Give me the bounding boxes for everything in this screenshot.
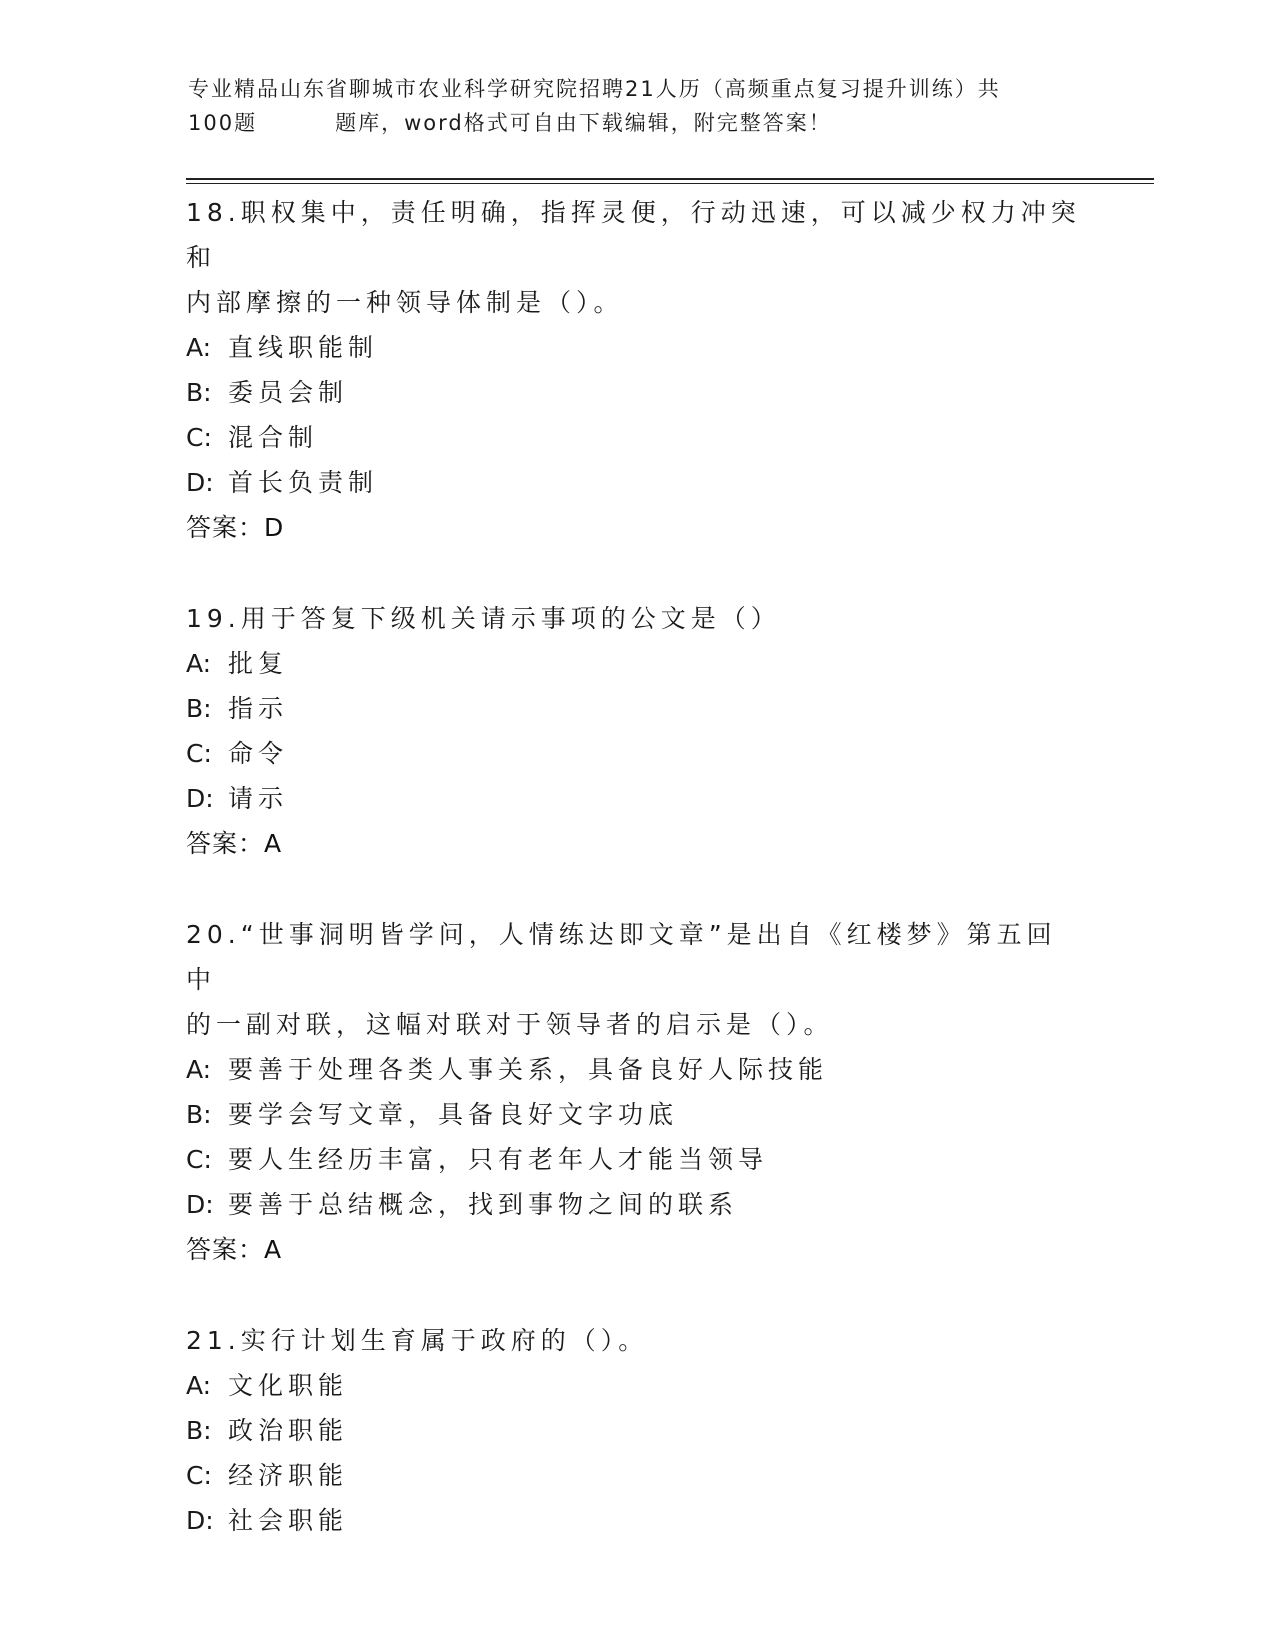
option-a	[186, 641, 1086, 686]
option-d	[186, 1498, 1086, 1543]
option-letter: C:	[186, 1461, 212, 1490]
header-line-2	[188, 106, 1088, 140]
answer-label: 答案：D	[186, 513, 285, 542]
option-text: 直线职能制	[228, 333, 379, 362]
option-text: 要人生经历丰富，只有老年人才能当领导	[228, 1145, 769, 1174]
question-20	[186, 912, 1086, 1272]
option-letter: C:	[186, 739, 212, 768]
option-d	[186, 460, 1086, 505]
question-list	[186, 190, 1086, 1543]
option-letter: A:	[186, 1371, 212, 1400]
option-b	[186, 686, 1086, 731]
question-text-line-1: 21.实行计划生育属于政府的（）。	[186, 1326, 649, 1355]
option-a	[186, 325, 1086, 370]
option-c	[186, 731, 1086, 776]
option-letter: D:	[186, 1506, 214, 1535]
question-text	[186, 912, 1086, 1047]
option-b	[186, 1092, 1086, 1137]
option-text: 要善于处理各类人事关系，具备良好人际技能	[228, 1055, 829, 1084]
option-b	[186, 1408, 1086, 1453]
answer-label: 答案：A	[186, 829, 283, 858]
document-header	[188, 72, 1088, 140]
option-text: 请示	[228, 784, 289, 813]
option-d	[186, 1182, 1086, 1227]
question-19	[186, 596, 1086, 866]
question-18	[186, 190, 1086, 550]
option-letter: B:	[186, 694, 212, 723]
option-a	[186, 1047, 1086, 1092]
option-text: 社会职能	[228, 1506, 349, 1535]
question-text-line-1: 20.“世事洞明皆学问，人情练达即文章”是出自《红楼梦》第五回中	[186, 920, 1057, 994]
option-text: 要学会写文章，具备良好文字功底	[228, 1100, 679, 1129]
option-b	[186, 370, 1086, 415]
question-text	[186, 190, 1086, 325]
option-text: 文化职能	[228, 1371, 349, 1400]
header-description: 题库，word格式可自由下载编辑，附完整答案！	[335, 111, 832, 135]
option-letter: C:	[186, 423, 212, 452]
question-text-line-1: 19.用于答复下级机关请示事项的公文是（）	[186, 604, 781, 633]
answer-label: 答案：A	[186, 1235, 283, 1264]
option-c	[186, 1137, 1086, 1182]
question-text-line-1: 18.职权集中，责任明确，指挥灵便，行动迅速，可以减少权力冲突和	[186, 198, 1081, 272]
header-divider-thin	[186, 183, 1154, 184]
option-c	[186, 1453, 1086, 1498]
option-letter: B:	[186, 1100, 212, 1129]
option-letter: A:	[186, 649, 212, 678]
question-text	[186, 1318, 1086, 1363]
option-text: 要善于总结概念，找到事物之间的联系	[228, 1190, 739, 1219]
question-21	[186, 1318, 1086, 1543]
option-text: 委员会制	[228, 378, 349, 407]
option-letter: D:	[186, 1190, 214, 1219]
option-letter: D:	[186, 784, 214, 813]
option-text: 经济职能	[228, 1461, 349, 1490]
option-text: 政治职能	[228, 1416, 349, 1445]
option-c	[186, 415, 1086, 460]
option-text: 命令	[228, 739, 289, 768]
header-divider-thick	[186, 178, 1154, 180]
header-line-1: 专业精品山东省聊城市农业科学研究院招聘21人历（高频重点复习提升训练）共	[188, 77, 1001, 101]
option-d	[186, 776, 1086, 821]
question-text-line-2: 的一副对联，这幅对联对于领导者的启示是（）。	[186, 1010, 834, 1039]
question-text-line-2: 内部摩擦的一种领导体制是（）。	[186, 288, 624, 317]
option-text: 批复	[228, 649, 289, 678]
option-letter: A:	[186, 1055, 212, 1084]
option-letter: D:	[186, 468, 214, 497]
option-letter: A:	[186, 333, 212, 362]
option-letter: C:	[186, 1145, 212, 1174]
option-a	[186, 1363, 1086, 1408]
option-text: 混合制	[228, 423, 319, 452]
option-letter: B:	[186, 378, 212, 407]
question-text	[186, 596, 1086, 641]
option-text: 指示	[228, 694, 289, 723]
header-question-count: 100题	[188, 111, 258, 135]
option-letter: B:	[186, 1416, 212, 1445]
option-text: 首长负责制	[228, 468, 379, 497]
